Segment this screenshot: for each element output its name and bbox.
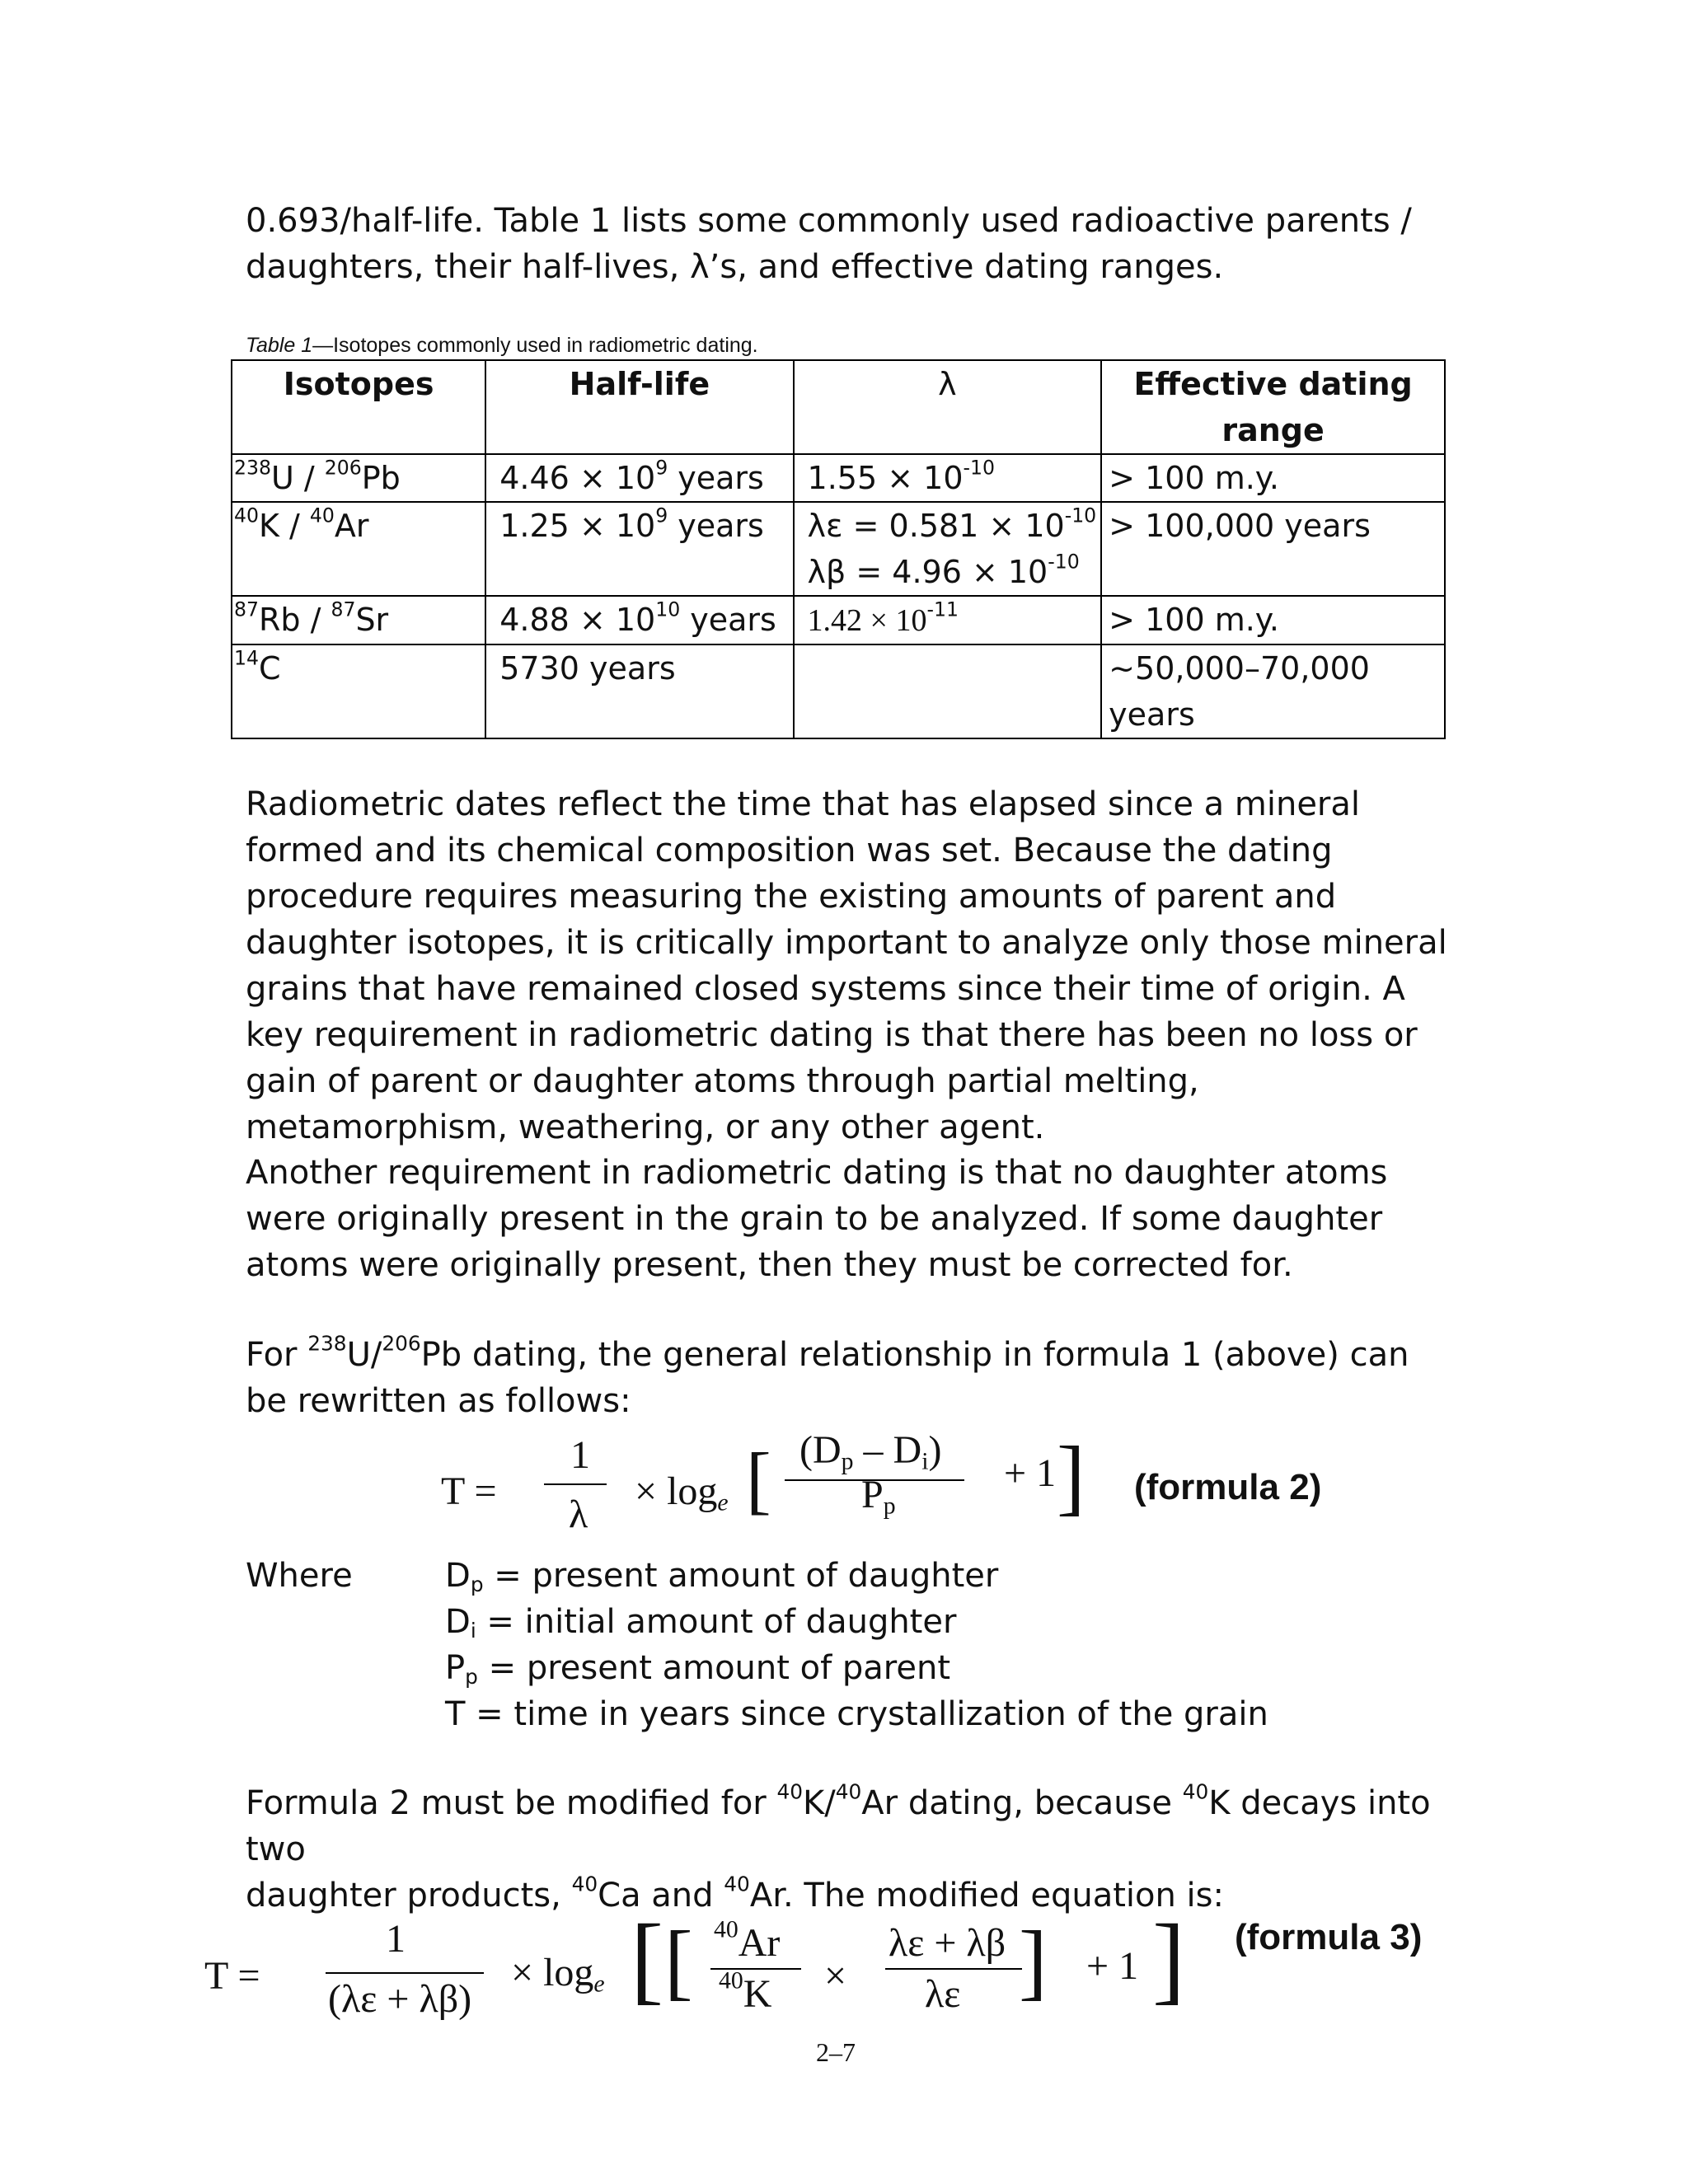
isotope-cell: $^{87}$Rb / $^{87}$Sr — [232, 596, 485, 644]
range-cell: > 100 m.y. — [1101, 454, 1445, 502]
formula-3-fraction-bar — [326, 1972, 484, 1974]
formula-3-lhs: T = — [204, 1954, 260, 1998]
header-effective-range: Effective dating range — [1101, 360, 1445, 454]
definition-dp: $D_p$ = present amount of daughter — [445, 1557, 999, 1597]
lambda-cell — [794, 644, 1102, 738]
isotope-cell: $^{238}$U / $^{206}$Pb — [232, 454, 485, 502]
formula-3-numerator: 1 — [386, 1917, 406, 1961]
variable-definitions — [445, 1553, 1268, 1737]
range-cell: ~50,000–70,000 years — [1101, 644, 1445, 738]
formula-3-label: (formula 3) — [1235, 1917, 1423, 1957]
formula-2-inner-denominator: $P_p$ — [861, 1473, 896, 1520]
isotope-table — [231, 359, 1446, 739]
formula-2-plus-one: + 1 — [1004, 1451, 1057, 1495]
definition-di: $D_i$ = initial amount of daughter — [445, 1603, 957, 1643]
table-header-row — [232, 360, 1445, 454]
page-number: 2–7 — [816, 2037, 856, 2067]
formula-2-log: × $\log_e$ — [635, 1469, 729, 1516]
formula-2-numerator: 1 — [570, 1433, 590, 1477]
formula-3-inner-left-bracket: [ — [664, 1914, 693, 2008]
range-cell: > 100,000 years — [1101, 502, 1445, 596]
isotope-cell: $^{40}$K / $^{40}$Ar — [232, 502, 485, 596]
formula-3-log: × $\log_e$ — [511, 1951, 605, 1998]
header-lambda: λ — [794, 360, 1102, 454]
formula-3-k: $^{40}$K — [719, 1966, 772, 2016]
formula-2-denominator: λ — [569, 1493, 588, 1536]
formula-2-lhs: T = — [441, 1469, 497, 1513]
paragraph-closed-systems: Radiometric dates reflect the time that has elapsed since a mineral formed and its chemical composition was set. Because the dating procedure requires measuring the existing amounts of parent and daughter isotopes, it is critically important to analyze only those mineral grains that have remained closed systems since their time of origin. A key requirement in radiometric dating is that there has been no loss or gain of parent or daughter atoms through partial melting, metamorphism, weathering, or any other agent. — [246, 785, 1447, 1146]
formula-3-outer-left-bracket: [ — [631, 1904, 663, 2013]
header-isotopes: Isotopes — [232, 360, 485, 454]
intro-text — [246, 198, 1449, 290]
formula-3-lambda-numerator: λε + λβ — [889, 1921, 1006, 1965]
range-cell: > 100 m.y. — [1101, 596, 1445, 644]
formula-3-plus-one: + 1 — [1086, 1944, 1139, 1988]
where-label: Where — [246, 1557, 353, 1595]
lambda-cell: $1.55 \times 10^{-10}$ — [794, 454, 1102, 502]
formula-3-lambda-denominator: λε — [925, 1972, 961, 2016]
formula-3-ar: $^{40}$Ar — [714, 1915, 781, 1965]
header-half-life: Half-life — [485, 360, 793, 454]
formula-3-times: × — [824, 1954, 847, 1998]
table-row — [232, 454, 1445, 502]
formula-3-denominator: (λε + λβ) — [328, 1977, 472, 2021]
formula-3-lambda-fraction-bar — [885, 1968, 1022, 1970]
half-life-cell: $4.46 \times 10^9$ years — [485, 454, 793, 502]
isotope-cell: $^{14}$C — [232, 644, 485, 738]
table-caption-text: —Isotopes commonly used in radiometric dating. — [312, 334, 758, 357]
table-caption-label: Table 1 — [246, 334, 313, 357]
definition-t: T = time in years since crystallization of the grain — [445, 1695, 1268, 1733]
lambda-cell: $1.42 \times 10^{-11}$ — [794, 596, 1102, 644]
paragraph-k-ar: Formula 2 must be modified for $^{40}$K/$^{40}$Ar dating, because $^{40}$K decays into two daughter products, $^{40}$Ca and $^{40}$Ar. The modified equation is: — [246, 1779, 1431, 1915]
paragraph-daughter-atoms: Another requirement in radiometric dating is that no daughter atoms were originally present in the grain to be analyzed. If some daughter atoms were originally present, then they must be corrected for. — [246, 1154, 1388, 1284]
formula-3-outer-right-bracket: ] — [1152, 1904, 1185, 2013]
intro-line-2: daughters, their half-lives, λ’s, and effective dating ranges. — [246, 248, 1224, 286]
formula-2-right-bracket: ] — [1057, 1429, 1085, 1524]
paragraph-u-pb: For $^{238}$U/$^{206}$Pb dating, the general relationship in formula 1 (above) can be rewritten as follows: — [246, 1331, 1409, 1420]
table-row — [232, 502, 1445, 596]
lambda-cell: $\lambda\varepsilon = 0.581 \times 10^{-10}$ $\lambda\beta = 4.96 \times 10^{-10}$ — [794, 502, 1102, 596]
half-life-cell: 5730 years — [485, 644, 793, 738]
formula-2-inner-numerator: $(D_p - D_i)$ — [799, 1428, 942, 1475]
formula-2-left-bracket: [ — [746, 1437, 771, 1521]
half-life-cell: $1.25 \times 10^9$ years — [485, 502, 793, 596]
formula-2-label: (formula 2) — [1134, 1467, 1322, 1507]
intro-line-1: 0.693/half-life. Table 1 lists some commonly used radioactive parents / — [246, 202, 1412, 240]
formula-2-fraction-bar — [544, 1483, 607, 1485]
formula-3-inner-right-bracket: ] — [1019, 1914, 1048, 2008]
table-row — [232, 644, 1445, 738]
table-caption — [246, 334, 758, 357]
definition-pp: $P_p$ = present amount of parent — [445, 1649, 951, 1690]
half-life-cell: $4.88 \times 10^{10}$ years — [485, 596, 793, 644]
table-row — [232, 596, 1445, 644]
